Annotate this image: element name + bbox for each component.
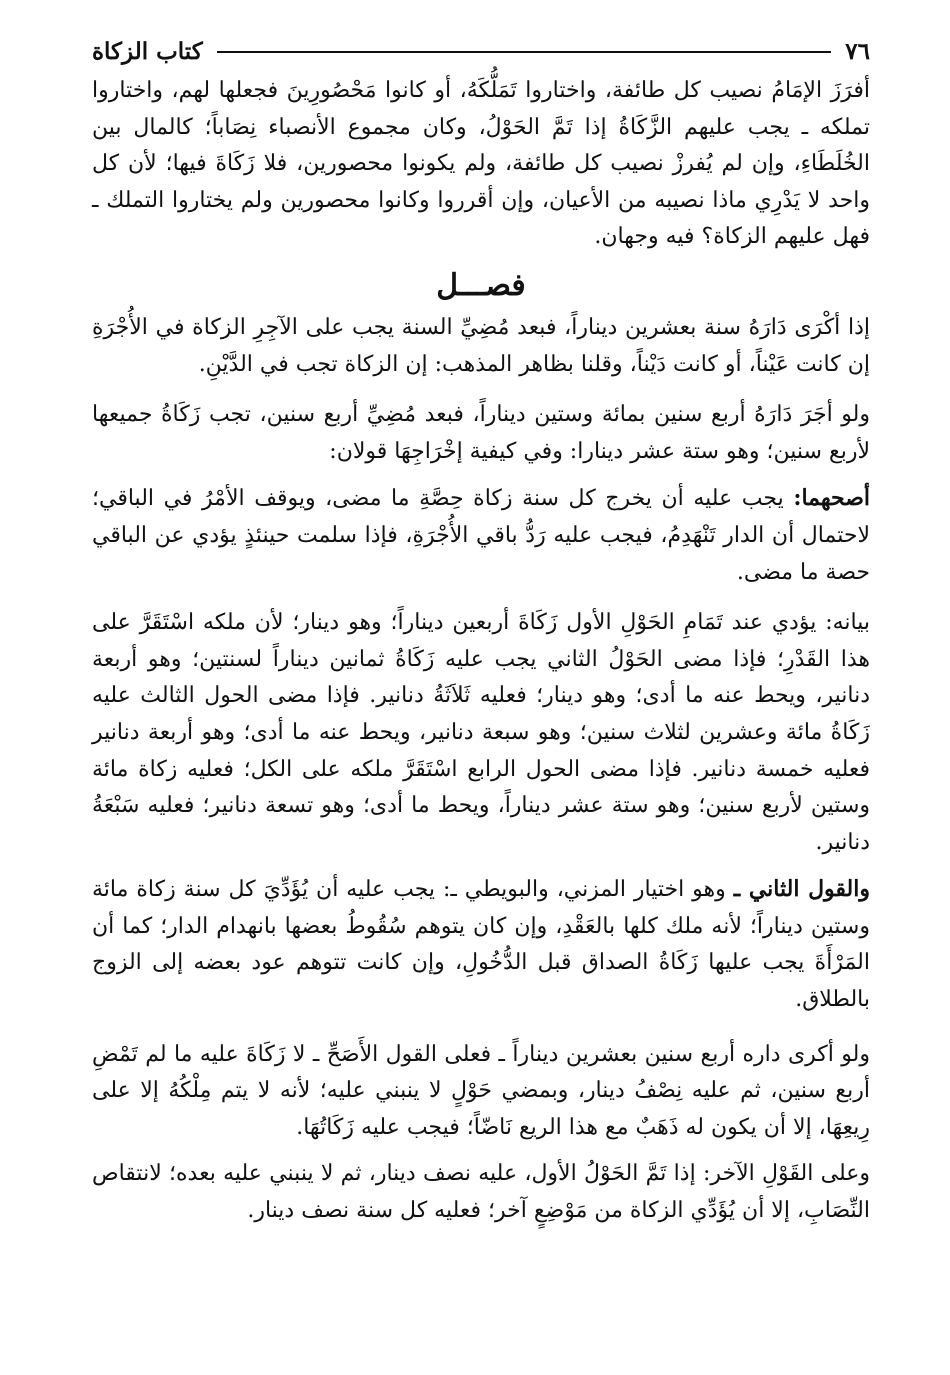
paragraph-8: وعلى القَوْلِ الآخر: إذا تَمَّ الحَوْلُ الأول، عليه نصف دينار، ثم لا ينبني عليه بعده؛ لانتقاص النِّصَابِ، إلا أن يُؤَدِّي الزكاة من مَوْضِعٍ آخر؛ فعليه كل سنة نصف دينار. [92, 1161, 870, 1224]
paragraph-4-body: يجب عليه أن يخرج كل سنة زكاة حِصَّةِ ما مضى، ويوقف الأمْرُ في الباقي؛ لاحتمال أن الدار تَنْهَدِمُ، فيجب عليه رَدُّ باقي الأُجْرَةِ، فإذا سلمت حينئذٍ يؤدي عن الباقي حصة ما مضى. [92, 486, 870, 585]
book-title: كتاب الزكاة [92, 38, 203, 65]
paragraph-1: أفرَزَ الإمَامُ نصيب كل طائفة، واختاروا تَمَلُّكَهُ، أو كانوا مَحْصُورِينَ فجعلها لهم، واختاروا تملكه ـ يجب عليهم الزَّكَاةُ إذا تَمَّ الحَوْلُ، وكان مجموع الأنصباء نِصَاباً؛ كالمال بين الخُلَطَاءِ، وإن لم يُفرزْ نصيب كل طائفة، ولم يكونوا محصورين، فلا زَكَاةَ فيها؛ لأن كل واحد لا يَدْرِي ماذا نصيبه من الأعيان، وإن أقرروا وكانوا محصورين ولم يختاروا التملك ـ فهل عليهم الزكاة؟ فيه وجهان. [92, 78, 871, 250]
paragraph-5: بيانه: يؤدي عند تَمَامِ الحَوْلِ الأول زَكَاةَ أربعين ديناراً؛ وهو دينار؛ لأن ملكه اسْتَقَرَّ على هذا القَدْرِ؛ فإذا مضى الحَوْلُ الثاني يجب عليه زَكَاةُ ثمانين ديناراً لسنتين؛ وهو أربعة دنانير، ويحط عنه ما أدى؛ وهو دينار؛ فعليه ثَلاَثَةُ دنانير. فإذا مضى الحول الثالث عليه زَكَاةُ مائة وعشرين لثلاث سنين؛ وهو سبعة دنانير، ويحط عنه ما أدى؛ وهو أربعة دنانير فعليه خمسة دنانير. فإذا مضى الحول الرابع اسْتَقَرَّ ملكه على الكل؛ فعليه زكاة مائة وستين لأربع سنين؛ وهو ستة عشر ديناراً، ويحط ما أدى؛ وهو تسعة دنانير؛ فعليه سَبْعَةُ دنانير. [92, 610, 870, 855]
paragraph-6 [92, 871, 870, 1018]
section-title: فصـــل [436, 267, 526, 303]
paragraph-3: ولو أجَرَ دَارَهُ أربع سنين بمائة وستين ديناراً، فبعد مُضِيِّ أربع سنين، تجب زَكَاةُ جميعها لأربع سنين؛ وهو ستة عشر دينارا: وفي كيفية إخْرَاجِهَا قولان: [92, 402, 870, 464]
paragraph-6-body: وهو اختيار المزني، والبويطي ـ: يجب عليه أن يُؤَدِّيَ كل سنة زكاة مائة وستين ديناراً؛ لأنه ملك كلها بالعَقْدِ، وإن كان يتوهم سُقُوطُ بعضها بانهدام الدار؛ كما أن المَرْأَةَ يجب عليها زَكَاةُ الصداق قبل الدُّخُولِ، وإن كانت تتوهم عود بعضه إلى الزوج بالطلاق. [92, 877, 870, 1013]
page-header [92, 38, 870, 65]
header-rule [217, 51, 832, 53]
paragraph-4 [92, 480, 870, 591]
paragraph-7: ولو أكرى داره أربع سنين بعشرين ديناراً ـ فعلى القول الأَصَحِّ ـ لا زَكَاةَ عليه ما لم تَمْضِ أربع سنين، ثم عليه نِصْفُ دينار، وبمضي حَوْلٍ لا ينبني عليه؛ لأنه لا يتم مِلْكُهُ إلا على رِيعِهَا، إلا أن يكون له ذَهَبٌ مع هذا الريع نَاضّاً؛ فيجب عليه زَكَاتُهَا. [92, 1041, 870, 1140]
paragraph-4-lead: أصحهما: [793, 485, 871, 512]
page-number: ٧٦ [845, 38, 870, 65]
paragraph-2: إذا أكْرَى دَارَهُ سنة بعشرين ديناراً، فبعد مُضِيِّ السنة يجب على الآجِرِ الزكاة في الأُجْرَةِ إن كانت عَيْناً، أو كانت دَيْناً، وقلنا بظاهر المذهب: إن الزكاة تجب في الدَّيْنِ. [92, 314, 870, 377]
paragraph-6-lead: والقول الثاني ـ [733, 876, 870, 903]
